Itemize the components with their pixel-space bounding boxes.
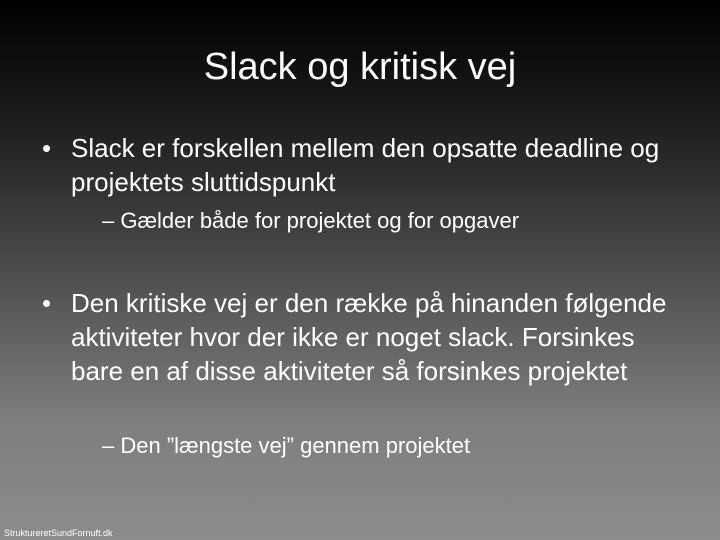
bullet-marker: • [42, 133, 52, 163]
slide-title: Slack og kritisk vej [203, 46, 517, 88]
bullet-marker: • [42, 288, 52, 318]
sub-bullet-applies-to [100, 207, 700, 235]
bullet-text: Slack er forskellen mellem den opsatte deadline og projektets sluttidspunkt [71, 133, 660, 197]
bullet-critical-path-definition [42, 286, 682, 388]
footer-source: StruktureretSundFornuft.dk [4, 528, 113, 538]
bullet-text: Den kritiske vej er den række på hinanden følgende aktiviteter hvor der ikke er noget slack. Forsinkes bare en af disse aktiviteter så forsinkes projektet [71, 288, 667, 386]
sub-bullet-longest-path [100, 432, 700, 460]
sub-bullet-text: – Gælder både for projektet og for opgaver [102, 208, 520, 233]
bullet-slack-definition [42, 131, 682, 199]
sub-bullet-text: – Den ”længste vej” gennem projektet [102, 433, 471, 458]
